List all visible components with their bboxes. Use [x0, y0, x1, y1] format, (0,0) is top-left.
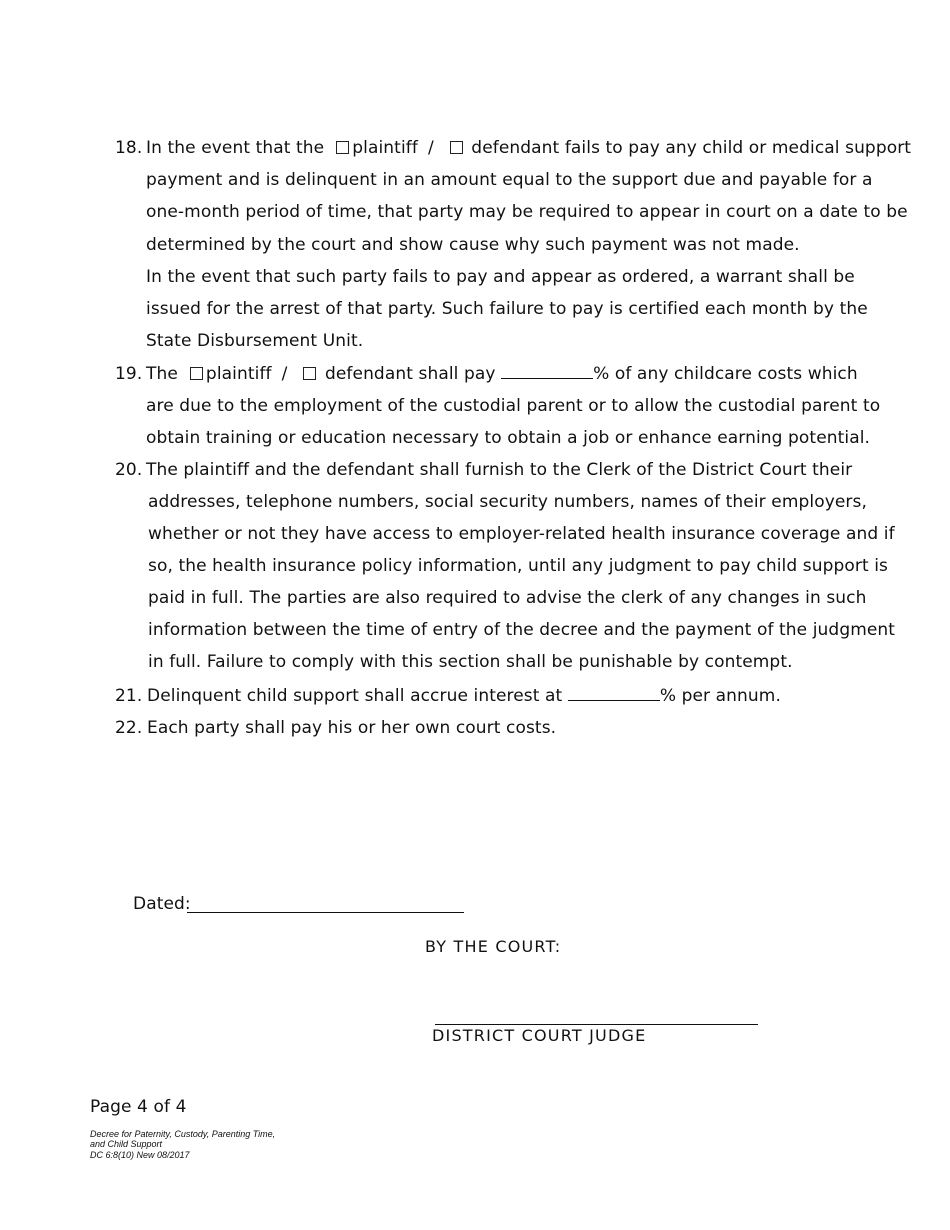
item-20-line-3: whether or not they have access to employer-related health insurance coverage and if — [148, 524, 895, 544]
item-21-number: 21. — [115, 686, 143, 706]
item-20-line-4: so, the health insurance policy information, until any judgment to pay child support is — [148, 556, 888, 576]
defendant-checkbox-18[interactable] — [450, 141, 463, 154]
item-18-line-3: one-month period of time, that party may be required to appear in court on a date to be — [146, 202, 908, 222]
childcare-percent-field[interactable] — [501, 378, 593, 379]
defendant-checkbox-19[interactable] — [303, 367, 316, 380]
form-title-line-2: and Child Support — [90, 1139, 163, 1149]
item-18-number: 18. — [115, 138, 143, 158]
item-19-number: 19. — [115, 364, 143, 384]
item-20-line-7: in full. Failure to comply with this section shall be punishable by contempt. — [148, 652, 793, 672]
item-18-line-6: issued for the arrest of that party. Such failure to pay is certified each month by the — [146, 299, 868, 319]
item-18-line-4: determined by the court and show cause why such payment was not made. — [146, 235, 800, 255]
item-20-line-5: paid in full. The parties are also required to advise the clerk of any changes in such — [148, 588, 867, 608]
item-18-line-1-text: In the event that the plaintiff / defendant fails to pay any child or medical support — [146, 138, 912, 158]
item-20-line-1: The plaintiff and the defendant shall furnish to the Clerk of the District Court their — [146, 460, 853, 480]
judge-label: DISTRICT COURT JUDGE — [432, 1026, 647, 1045]
item-19-line-1: The plaintiff / defendant shall pay % of any childcare costs which — [146, 364, 858, 384]
dated-label: Dated: — [133, 894, 191, 914]
page-number: Page 4 of 4 — [90, 1097, 187, 1117]
item-18-line-2: payment and is delinquent in an amount equal to the support due and payable for a — [146, 170, 873, 190]
interest-percent-field[interactable] — [568, 700, 660, 701]
item-22-number: 22. — [115, 718, 143, 738]
plaintiff-checkbox-18[interactable] — [336, 141, 349, 154]
item-20-line-6: information between the time of entry of the decree and the payment of the judgment — [148, 620, 896, 640]
judge-signature-line[interactable] — [435, 1024, 758, 1025]
form-code: DC 6:8(10) New 08/2017 — [90, 1150, 190, 1160]
item-18-line-7: State Disbursement Unit. — [146, 331, 364, 351]
item-20-line-2: addresses, telephone numbers, social security numbers, names of their employers, — [148, 492, 867, 512]
item-20-number: 20. — [115, 460, 143, 480]
by-the-court-label: BY THE COURT: — [425, 937, 562, 956]
dated-field[interactable] — [187, 912, 464, 913]
item-21-line-1: Delinquent child support shall accrue interest at % per annum. — [147, 686, 781, 706]
form-title-line-1: Decree for Paternity, Custody, Parenting Time, — [90, 1129, 276, 1139]
item-19-line-2: are due to the employment of the custodial parent or to allow the custodial parent to — [146, 396, 881, 416]
plaintiff-checkbox-19[interactable] — [190, 367, 203, 380]
item-19-line-3: obtain training or education necessary to obtain a job or enhance earning potential. — [146, 428, 871, 448]
item-22-line-1: Each party shall pay his or her own court costs. — [147, 718, 557, 738]
item-18-line-5: In the event that such party fails to pay and appear as ordered, a warrant shall be — [146, 267, 855, 287]
